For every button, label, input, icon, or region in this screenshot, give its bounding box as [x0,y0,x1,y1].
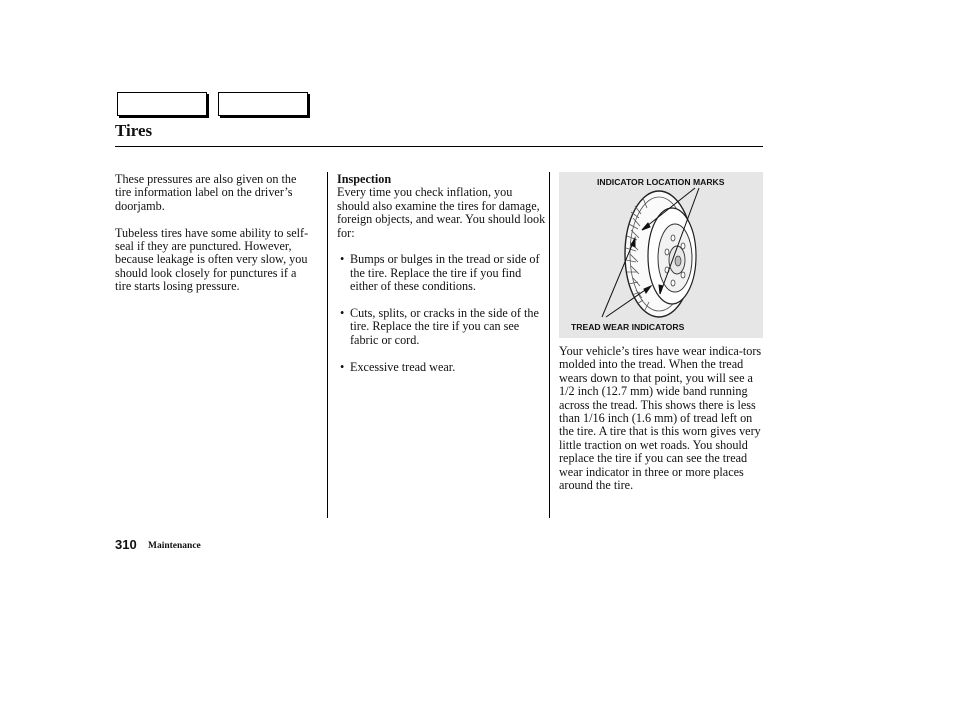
column-divider-1 [327,172,328,518]
paragraph-tubeless: Tubeless tires have some ability to self-seal if they are punctured. However, because leakage is often very slow, you should look closely for punctures if a tire starts losing pressure. [115,225,309,294]
list-item [337,307,547,347]
column-1 [115,173,315,307]
bullet-glyph: • [340,359,345,374]
inspection-heading: Inspection [337,172,392,186]
page-title: Tires [115,121,153,140]
paragraph-wear-indicators: Your vehicle’s tires have wear indica-tors molded into the tread. When the tread wears down to that point, you will see a 1/2 inch (12.7 mm) wide band running across the tread. This shows there is less than 1/16 inch (1.6 mm) of tread left on the tire. A tire that is this worn gives very little traction on wet roads. You should replace the tire if you can see the tread wear indicator in three or more places around the tire. [559,344,762,493]
column-3 [559,345,765,506]
bullet-glyph: • [340,306,345,321]
list-item-text: Cuts, splits, or cracks in the side of the tire. Replace the tire if you can see fabric or cord. [350,306,539,347]
title-rule [115,146,763,147]
section-name: Maintenance [148,541,201,551]
inspection-intro: Every time you check inflation, you should also examine the tires for damage, foreign objects, and wear. You should look for: [337,185,546,240]
page-number: 310 [115,537,137,552]
bullet-glyph: • [340,252,345,267]
list-item [337,361,547,374]
header-tab-box-2 [218,92,308,116]
list-item-text: Bumps or bulges in the tread or side of the tire. Replace the tire if you find either of these conditions. [350,252,540,294]
column-2 [337,173,547,387]
header-tab-box-1 [117,92,207,116]
indicator-location-marks-label: INDICATOR LOCATION MARKS [597,177,725,187]
paragraph-pressures: These pressures are also given on the tire information label on the driver’s doorjamb. [115,172,297,213]
tire-illustration-icon [559,172,763,338]
tread-wear-indicators-label: TREAD WEAR INDICATORS [571,322,685,332]
inspection-list [337,253,547,374]
column-divider-2 [549,172,550,518]
tire-figure [559,172,763,338]
list-item-text: Excessive tread wear. [350,359,456,374]
list-item [337,253,547,293]
